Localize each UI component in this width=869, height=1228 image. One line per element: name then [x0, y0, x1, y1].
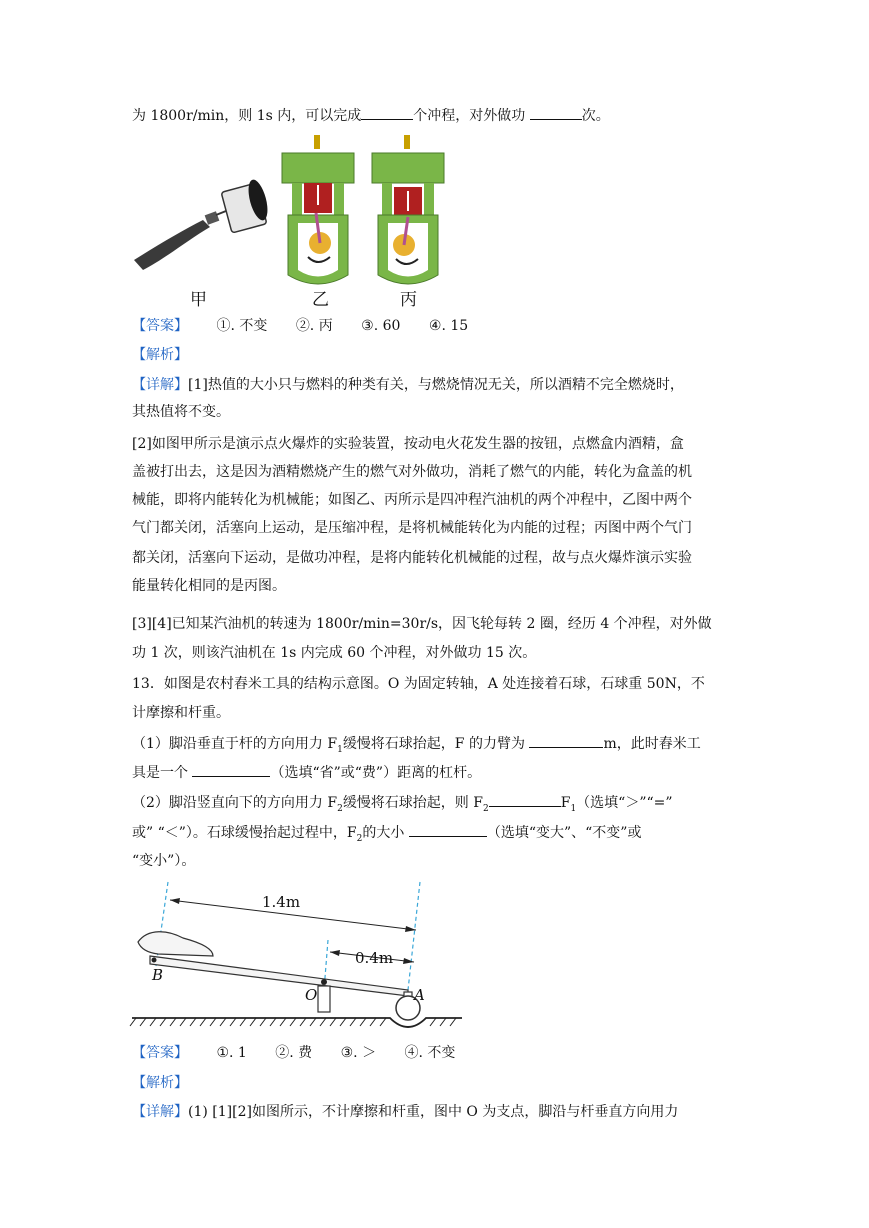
blank [530, 105, 582, 120]
detail-line: 气门都关闭，活塞向上运动，是压缩冲程，是将机械能转化为内能的过程；丙图中两个气门 [132, 520, 692, 536]
detail-line: 【详解】(1) [1][2]如图所示，不计摩擦和杆重，图中 O 为支点，脚沿与杆垂直方向用力 [132, 1104, 679, 1120]
question-13-part1: 具是一个 （选填“省”或“费”）距离的杠杆。 [132, 762, 481, 783]
question-13-part2: （2）脚沿竖直向下的方向用力 $F_2$缓慢将石球抬起，则 $F_2$ $F_1$（选填“＞”“=” [132, 792, 673, 819]
detail-line: [3][4]已知某汽油机的转速为 1800r/min=30r/s，因飞轮每转 2 圈，经历 4 个冲程，对外做 [132, 616, 712, 632]
answer-tag: 【答案】 [132, 1045, 188, 1061]
detail-line: 功 1 次，则该汽油机在 1s 内完成 60 个冲程，对外做功 15 次。 [132, 645, 537, 661]
detail-line: 都关闭，活塞向下运动，是做功冲程，是将内能转化机械能的过程，故与点火爆炸演示实验 [132, 550, 692, 566]
answer-tag: 【答案】 [132, 318, 188, 334]
question-12-tail: 为 1800r/min，则 1s 内，可以完成 个冲程，对外做功 次。 [132, 105, 610, 126]
question-13-part2: 或” “＜”）。石球缓慢抬起过程中，$F_2$的大小 （选填“变大”、“不变”或 [132, 822, 641, 849]
answer-line: 【答案】 ①. 1 ②. 费 ③. ＞ ④. 不变 [132, 1045, 456, 1061]
question-13-part1: （1）脚沿垂直于杆的方向用力 $F_1$缓慢将石球抬起，F 的力臂为 m，此时舂米工 [132, 733, 701, 760]
answer-line: 【答案】 ①. 不变 ②. 丙 ③. 60 ④. 15 [132, 318, 469, 334]
detail-line: 能量转化相同的是丙图。 [132, 578, 286, 594]
question-13-line: 13．如图是农村舂米工具的结构示意图。O 为固定转轴，A 处连接着石球，石球重 50N，不 [132, 676, 705, 692]
blank [361, 105, 413, 120]
engine-power-diagram [372, 135, 444, 284]
detail-line: 其热值将不变。 [132, 404, 230, 420]
igniter-diagram [134, 178, 271, 270]
detail-line: 械能，即将内能转化为机械能；如图乙、丙所示是四冲程汽油机的两个冲程中，乙图中两个 [132, 492, 692, 508]
engine-compression-diagram [282, 135, 354, 284]
analysis-tag: 【解析】 [132, 1075, 188, 1091]
detail-line: [2]如图甲所示是演示点火爆炸的实验装置，按动电火花发生器的按钮，点燃盒内酒精，盒 [132, 436, 684, 452]
point-a-label: A [414, 986, 425, 1004]
dim-long-label: 1.4m [262, 893, 301, 911]
figure-label-yi: 乙 [312, 290, 329, 310]
detail-line: 【详解】[1]热值的大小只与燃料的种类有关，与燃烧情况无关，所以酒精不完全燃烧时， [132, 377, 684, 393]
detail-line: 盖被打出去，这是因为酒精燃烧产生的燃气对外做功，消耗了燃气的内能，转化为盒盖的机 [132, 464, 692, 480]
point-b-label: B [152, 966, 164, 984]
engine-figure [128, 135, 448, 305]
dim-short-label: 0.4m [355, 949, 394, 967]
question-13-part2: “变小”）。 [132, 853, 196, 869]
point-o-label: O [305, 986, 318, 1004]
figure-label-bing: 丙 [400, 290, 417, 310]
analysis-tag: 【解析】 [132, 347, 188, 363]
question-13-line: 计摩擦和杆重。 [132, 705, 230, 721]
figure-label-jia: 甲 [190, 290, 207, 310]
